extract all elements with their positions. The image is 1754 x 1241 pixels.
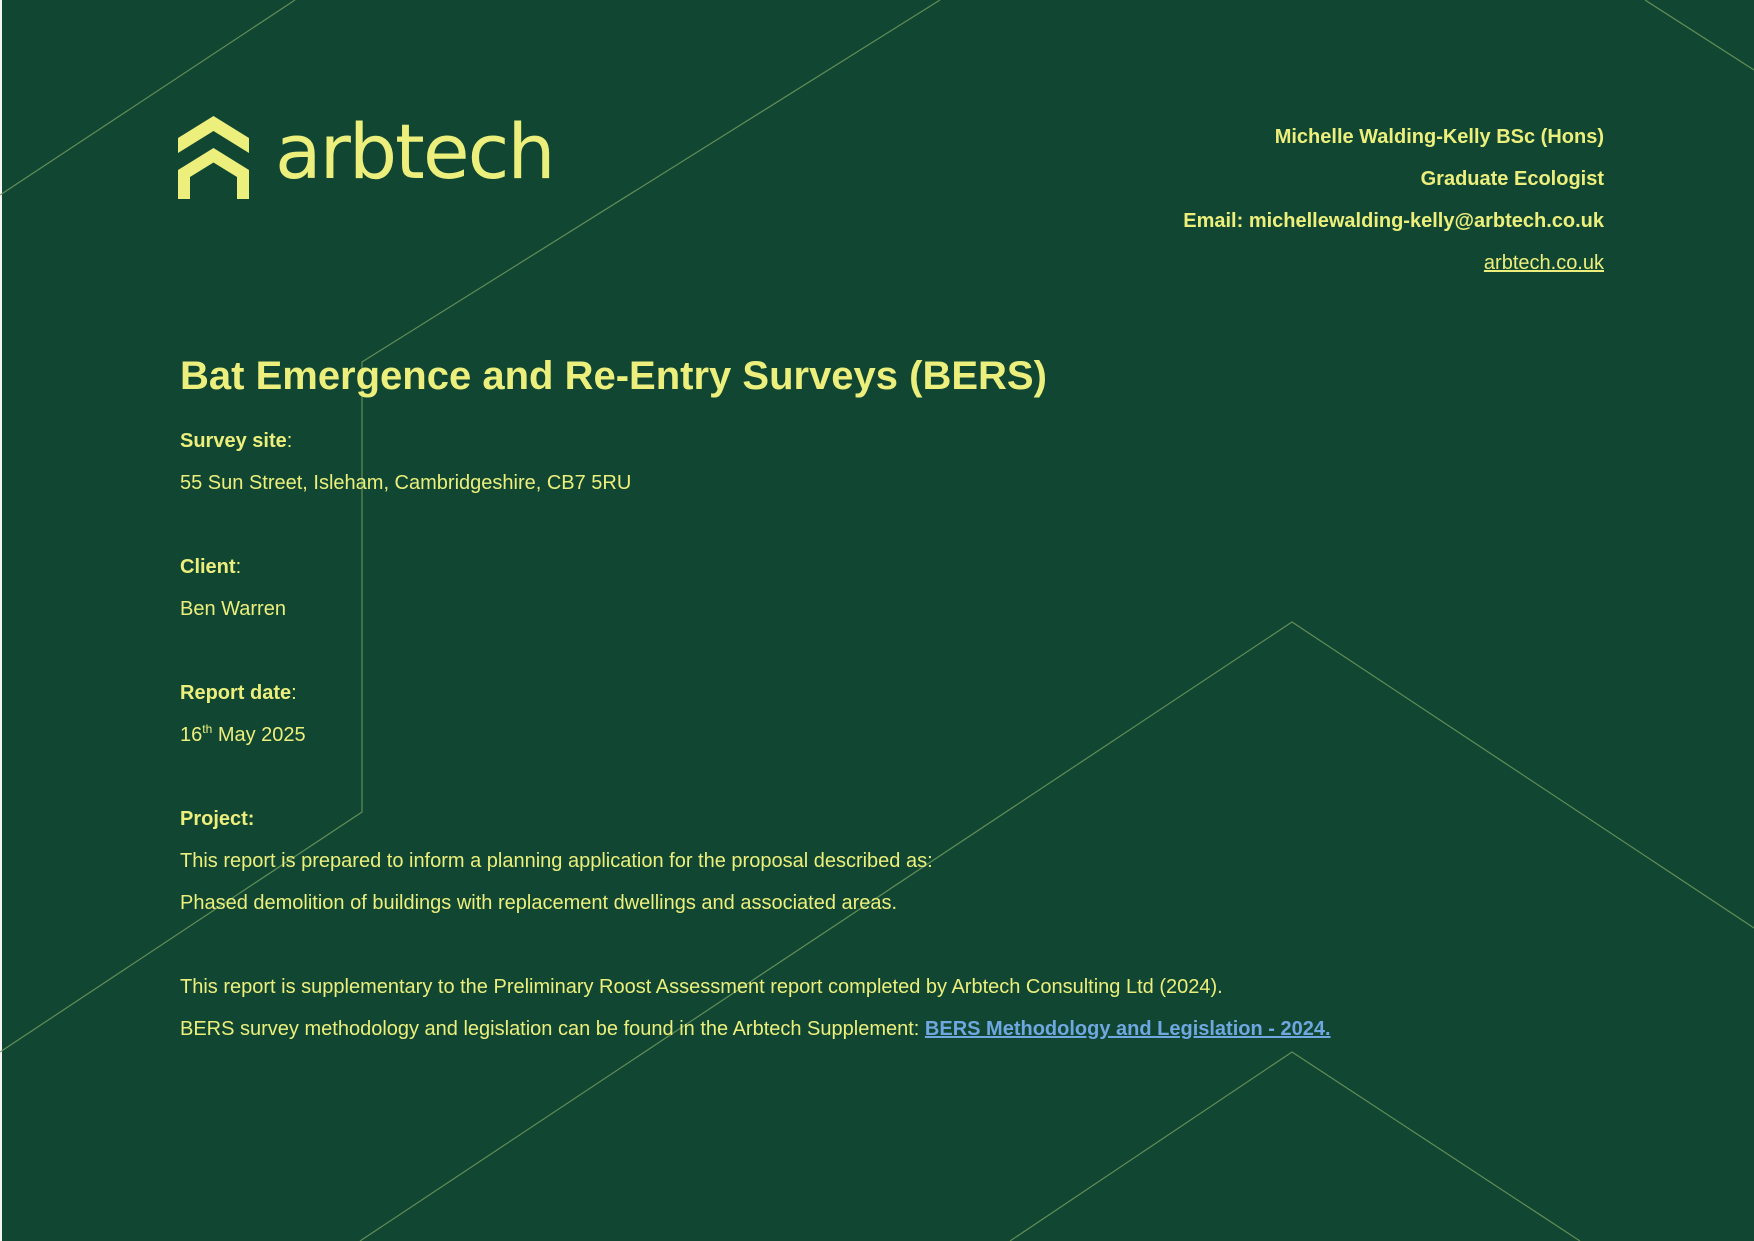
project-label: Project: xyxy=(180,808,255,830)
arbtech-chevron-house-icon xyxy=(178,116,249,199)
report-details xyxy=(180,350,1580,1050)
supplement-note: This report is supplementary to the Preliminary Roost Assessment report completed by Arbtech Consulting Ltd (2024). xyxy=(180,976,1223,998)
report-date-value: 16th May 2025 xyxy=(180,722,306,746)
report-title: Bat Emergence and Re-Entry Surveys (BERS) xyxy=(180,354,1047,398)
methodology-note: BERS survey methodology and legislation can be found in the Arbtech Supplement: BERS Methodology and Legislation - 2024. xyxy=(180,1018,1331,1040)
project-description: Phased demolition of buildings with replacement dwellings and associated areas. xyxy=(180,892,898,914)
author-email[interactable]: Email: michellewalding-kelly@arbtech.co.uk xyxy=(1183,210,1604,232)
survey-site-label: Survey site xyxy=(180,430,287,452)
website-link[interactable]: arbtech.co.uk xyxy=(1483,252,1604,274)
survey-site-section: Survey site: 55 Sun Street, Isleham, Cambridgeshire, CB7 5RU Client: Ben Warren Report date: 16th May 2025 Project: This report is prepared to inform a planning application for the proposal described as: Phased demolition of buildings with replacement dwellings and associated areas. This report is supplementary to the Preliminary Roost Assessment report completed by Arbtech Consulting Ltd (2024). BERS survey methodology and legislation can be found in the Arbtech Supplement: BERS Methodology and Legislation - 2024. xyxy=(180,420,1580,1050)
project-intro: This report is prepared to inform a planning application for the proposal described as: xyxy=(180,850,933,872)
author-role: Graduate Ecologist xyxy=(1420,168,1604,190)
report-date-label: Report date xyxy=(180,682,292,704)
author-name: Michelle Walding-Kelly BSc (Hons) xyxy=(1274,126,1604,148)
client-label: Client xyxy=(180,556,236,578)
bers-methodology-link[interactable]: BERS Methodology and Legislation - 2024. xyxy=(924,1018,1331,1040)
author-contact-block xyxy=(1183,116,1604,284)
arbtech-logo xyxy=(178,106,554,199)
brand-wordmark: arbtech xyxy=(275,106,554,196)
survey-site-value: 55 Sun Street, Isleham, Cambridgeshire, CB7 5RU xyxy=(180,472,632,494)
client-value: Ben Warren xyxy=(180,598,286,620)
